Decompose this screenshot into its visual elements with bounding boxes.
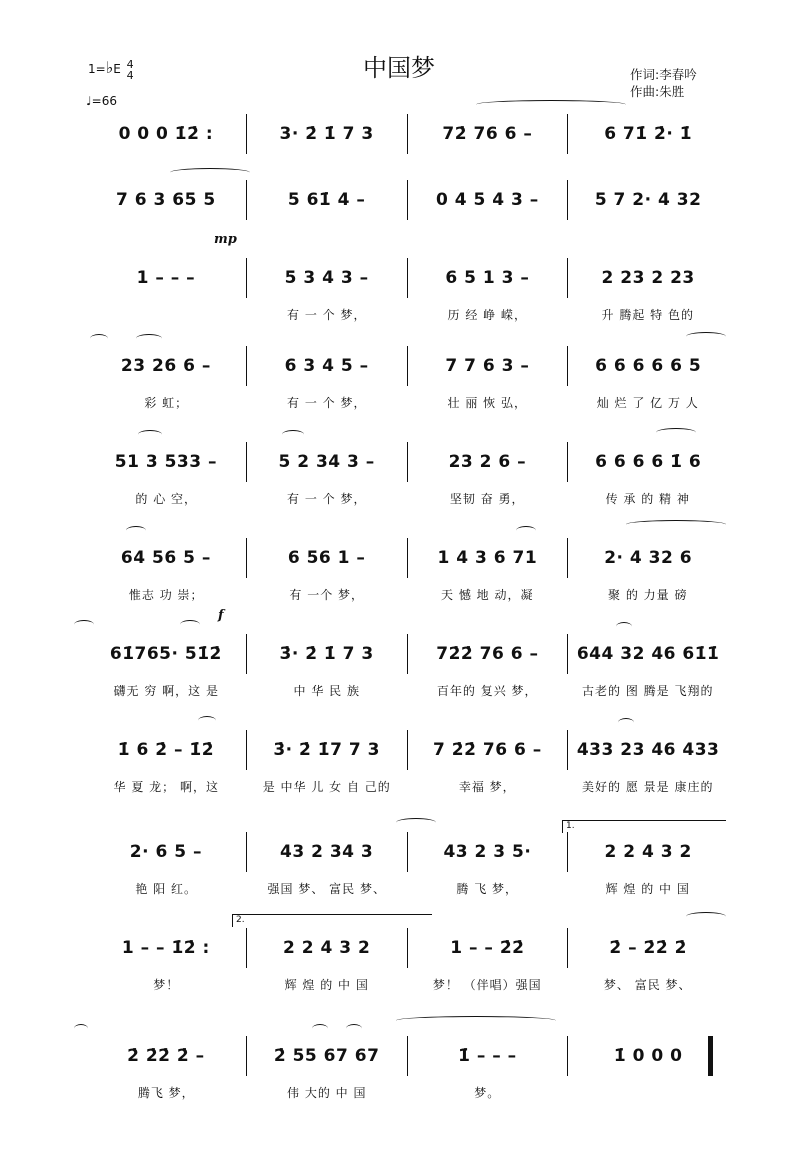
final-barline bbox=[708, 1036, 713, 1076]
staff-row bbox=[86, 114, 728, 154]
staff-row bbox=[86, 821, 728, 896]
slur bbox=[476, 100, 626, 109]
credits bbox=[630, 66, 697, 100]
slur bbox=[198, 716, 216, 725]
staff-row bbox=[86, 346, 728, 410]
lyric: 辉 煌 的 中 国 bbox=[605, 882, 690, 896]
lyric: 有 一 个 梦， bbox=[287, 396, 367, 410]
composer: 作曲:朱胜 bbox=[630, 84, 685, 99]
staff-row bbox=[86, 915, 728, 992]
measure: 2̇ – 2̇2̇ 2̇ bbox=[609, 938, 687, 958]
dynamic-f: f bbox=[218, 608, 224, 623]
measure: 433 23 46 433 bbox=[576, 740, 720, 760]
lyric: 古老的 图 腾是 飞翔的 bbox=[582, 684, 714, 698]
lyric: 百年的 复兴 梦， bbox=[436, 684, 538, 698]
lyric: 强国 梦、 富民 梦、 bbox=[267, 882, 386, 896]
measure: 5 7 2· 4 32 bbox=[594, 190, 702, 210]
measure: 7 2̇2̇ 76 6 – bbox=[408, 730, 569, 770]
slur bbox=[74, 1024, 88, 1033]
dynamic-mp: mp bbox=[214, 232, 237, 247]
lyric: 惟志 功 崇； bbox=[128, 588, 204, 602]
lyric: 历 经 峥 嵘， bbox=[447, 308, 527, 322]
measure: 43 2 3 5· bbox=[408, 832, 569, 872]
staff-row bbox=[86, 1036, 728, 1100]
song-title: 中国梦 bbox=[363, 54, 435, 82]
measure: 1̇ 6 2̇ – 1̇2̇ bbox=[86, 730, 247, 770]
staff-row bbox=[86, 730, 728, 794]
lyric: 壮 丽 恢 弘， bbox=[447, 396, 527, 410]
slur bbox=[180, 620, 200, 629]
measure: 51 3 533 – bbox=[86, 442, 247, 482]
lyric: 腾 飞 梦， bbox=[456, 882, 519, 896]
lyric: 中 华 民 族 bbox=[293, 684, 360, 698]
staff-row bbox=[86, 180, 728, 220]
volta-bracket: 1. bbox=[562, 820, 726, 833]
measure: 1̇ – – – bbox=[408, 1036, 569, 1076]
lyric: 坚韧 奋 勇， bbox=[449, 492, 525, 506]
measure: 2 23 2 23 bbox=[601, 268, 695, 288]
lyric: 梦！ （伴唱）强国 bbox=[432, 978, 542, 992]
lyric: 华 夏 龙； 啊，这 bbox=[113, 780, 219, 794]
measure: 6 6 6 6 1̇ 6 bbox=[595, 452, 702, 472]
lyric: 传 承 的 精 神 bbox=[605, 492, 690, 506]
measure: 6 71̇ 2̇· 1̇ bbox=[604, 124, 693, 144]
measure: 2· 4 32 6 bbox=[604, 548, 693, 568]
slur bbox=[516, 526, 536, 535]
slur bbox=[686, 332, 726, 341]
staff-row bbox=[86, 442, 728, 506]
slur bbox=[686, 912, 726, 921]
lyricist: 作词:李春吟 bbox=[630, 67, 697, 82]
slur bbox=[346, 1024, 362, 1033]
staff-row bbox=[86, 538, 728, 602]
lyric bbox=[568, 1084, 729, 1102]
measure: 72̇2̇ 76 6 – bbox=[408, 634, 569, 674]
measure: 1̇ 0 0 0 bbox=[613, 1046, 683, 1066]
quarter-note-icon: ♩ bbox=[86, 94, 92, 108]
slur bbox=[396, 818, 436, 827]
measure: 1 – – 1̇2̇ : bbox=[86, 928, 247, 968]
measure: 7 7 6 3 – bbox=[408, 346, 569, 386]
staff-row bbox=[86, 232, 728, 322]
measure: 7 6 3 65 5 bbox=[86, 180, 247, 220]
measure: 72̇ 76 6 – bbox=[408, 114, 569, 154]
lyric: 有 一 个 梦， bbox=[287, 308, 367, 322]
measure: 0 4 5 4 3 – bbox=[408, 180, 569, 220]
measure: 64 56 5 – bbox=[86, 538, 247, 578]
measure: 2̇ 55 67 67 bbox=[247, 1036, 408, 1076]
slur bbox=[74, 620, 94, 629]
measure: 5 3 4 3 – bbox=[247, 258, 408, 298]
slur bbox=[138, 430, 162, 439]
measure: 6 3 4 5 – bbox=[247, 346, 408, 386]
measure: 1 4 3 6 71 bbox=[408, 538, 569, 578]
time-signature: 4 4 bbox=[126, 57, 134, 82]
lyric: 幸福 梦， bbox=[458, 780, 516, 794]
flat-icon: ♭ bbox=[105, 58, 114, 77]
measure: 1 – – 2̇2̇ bbox=[408, 928, 569, 968]
lyric: 梦！ bbox=[153, 978, 180, 992]
lyric: 有 一 个 梦， bbox=[287, 492, 367, 506]
lyric: 灿 烂 了 亿 万 人 bbox=[596, 396, 699, 410]
lyric: 腾飞 梦， bbox=[137, 1086, 195, 1100]
lyric: 是 中华 儿 女 自 己的 bbox=[262, 780, 391, 794]
measure: 2· 6 5 – bbox=[86, 832, 247, 872]
measure: 61̇765· 51̇2̇ bbox=[86, 634, 247, 674]
measure: 6 56 1 – bbox=[247, 538, 408, 578]
staff-row bbox=[86, 608, 728, 698]
measure: 1 – – – bbox=[86, 258, 247, 298]
measure: 5 61̇ 4 – bbox=[247, 180, 408, 220]
slur bbox=[618, 718, 634, 727]
slur bbox=[396, 1016, 556, 1025]
lyric: 聚 的 力量 磅 bbox=[608, 588, 688, 602]
slur bbox=[90, 334, 108, 343]
measure: 6 5 1 3 – bbox=[408, 258, 569, 298]
measure: 644 32 46 61̇1̇ bbox=[576, 644, 720, 664]
volta-bracket: 2. bbox=[232, 914, 432, 927]
lyric: 升 腾起 特 色的 bbox=[601, 308, 694, 322]
slur bbox=[170, 168, 250, 177]
lyric: 艳 阳 红。 bbox=[135, 882, 198, 896]
lyric: 的 心 空， bbox=[135, 492, 198, 506]
measure: 5 2 34 3 – bbox=[247, 442, 408, 482]
lyric: 伟 大的 中 国 bbox=[287, 1086, 367, 1100]
measure: 2 2 4 3 2 bbox=[247, 928, 408, 968]
lyric: 梦、 富民 梦、 bbox=[603, 978, 692, 992]
slur bbox=[126, 526, 146, 535]
tempo-marking: ♩=66 bbox=[86, 94, 117, 108]
measure: 2 2 4 3 2 bbox=[604, 842, 692, 862]
measure: 23 2 6 – bbox=[408, 442, 569, 482]
slur bbox=[312, 1024, 328, 1033]
measure: 43 2 34 3 bbox=[247, 832, 408, 872]
slur bbox=[656, 428, 696, 437]
lyric: 辉 煌 的 中 国 bbox=[284, 978, 369, 992]
measure: 6 6 6 6 6 5 bbox=[595, 356, 702, 376]
key-signature: 1=♭E 4 4 bbox=[88, 57, 134, 82]
slur bbox=[136, 334, 162, 343]
lyric: 美好的 愿 景是 康庄的 bbox=[582, 780, 714, 794]
slur bbox=[616, 622, 632, 631]
lyric: 彩 虹； bbox=[144, 396, 189, 410]
lyric bbox=[86, 306, 247, 324]
measure: 0 0 0 1̇2̇ : bbox=[86, 114, 247, 154]
measure: 2̇ 2̇2̇ 2̇ – bbox=[86, 1036, 247, 1076]
slur bbox=[282, 430, 304, 439]
lyric: 礴无 穷 啊，这 是 bbox=[113, 684, 219, 698]
lyric: 天 憾 地 动，凝 bbox=[441, 588, 534, 602]
measure: 3· 2̇ 1̇ 7 3 bbox=[247, 114, 408, 154]
measure: 3̇· 2̇ 1̇ 7 3 bbox=[247, 634, 408, 674]
measure: 23 26 6 – bbox=[86, 346, 247, 386]
lyric: 有 一个 梦， bbox=[289, 588, 365, 602]
lyric: 梦。 bbox=[474, 1086, 501, 1100]
measure: 3̇· 2̇ 1̇7 7 3 bbox=[247, 730, 408, 770]
slur bbox=[626, 520, 726, 529]
